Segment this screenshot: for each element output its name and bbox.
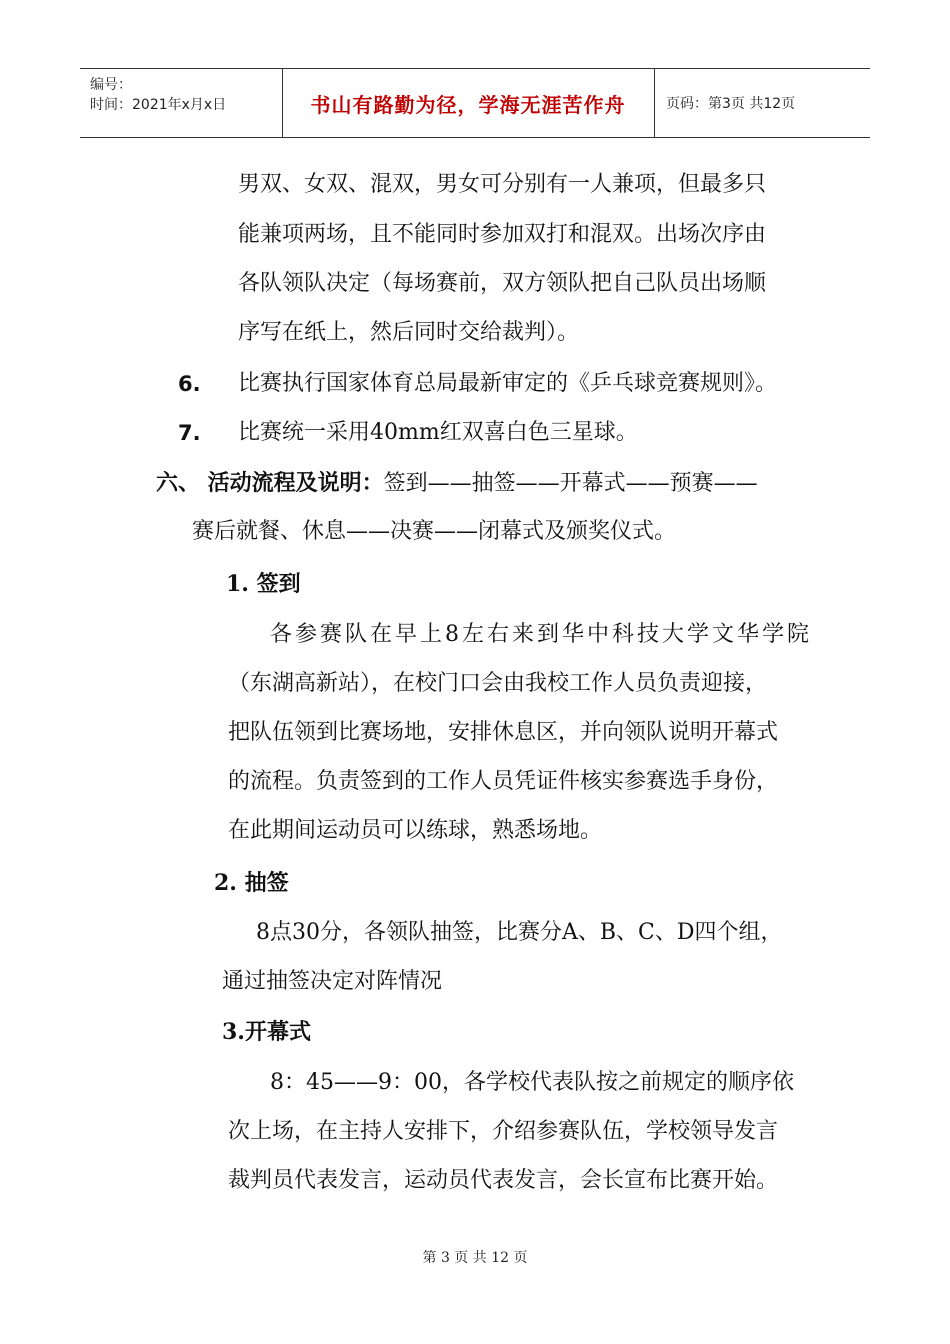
paragraph-line: （东湖高新站），在校门口会由我校工作人员负责迎接， <box>228 671 768 696</box>
paragraph-line: 的流程。负责签到的工作人员凭证件核实参赛选手身份， <box>228 769 779 794</box>
paragraph-line: 通过抽签决定对阵情况 <box>222 969 443 994</box>
paragraph-line: 能兼项两场，且不能同时参加双打和混双。出场次序由 <box>238 222 767 247</box>
section-heading-line <box>156 468 758 499</box>
list-item-number: 7. <box>178 421 201 445</box>
page-footer: 第 3 页 共 12 页 <box>422 1250 528 1266</box>
paragraph-line: 在此期间运动员可以练球，熟悉场地。 <box>228 818 603 843</box>
header-left-cell <box>90 75 226 115</box>
list-item-number: 6. <box>178 372 201 396</box>
list-item-text: 比赛统一采用40mm红双喜白色三星球。 <box>238 420 638 445</box>
paragraph-line: 8：45——9：00，各学校代表队按之前规定的顺序依 <box>270 1070 794 1095</box>
paragraph-line: 8点30分，各领队抽签，比赛分A、B、C、D四个组， <box>256 920 783 945</box>
paragraph-line: 次上场，在主持人安排下，介绍参赛队伍，学校领导发言 <box>228 1119 779 1144</box>
paragraph-line: 裁判员代表发言，运动员代表发言，会长宣布比赛开始。 <box>228 1168 779 1193</box>
section-heading: 六、 活动流程及说明： <box>156 470 384 496</box>
document-number-label: 编号： <box>90 77 132 93</box>
list-item-text: 比赛执行国家体育总局最新审定的《乒乓球竞赛规则》。 <box>238 371 778 396</box>
paragraph-line: 把队伍领到比赛场地，安排休息区，并向领队说明开幕式 <box>228 720 779 745</box>
header-motto: 书山有路勤为径，学海无涯苦作舟 <box>310 92 626 117</box>
paragraph-line: 赛后就餐、休息——决赛——闭幕式及颁奖仪式。 <box>192 519 677 544</box>
paragraph-line: 各参赛队在早上8左右来到华中科技大学文华学院 <box>270 622 812 647</box>
section-heading-text: 签到——抽签——开幕式——预赛—— <box>383 471 758 496</box>
page-header <box>80 68 870 138</box>
document-date: 时间：2021年x月x日 <box>90 97 227 113</box>
header-page-info: 页码：第3页 共12页 <box>666 96 796 112</box>
paragraph-line: 男双、女双、混双，男女可分别有一人兼项，但最多只 <box>238 172 767 197</box>
subsection-title: 1. 签到 <box>226 571 301 597</box>
header-divider <box>654 69 655 137</box>
subsection-title: 3.开幕式 <box>222 1019 311 1045</box>
subsection-title: 2. 抽签 <box>214 870 289 896</box>
paragraph-line: 序写在纸上，然后同时交给裁判）。 <box>238 320 580 345</box>
paragraph-line: 各队领队决定（每场赛前，双方领队把自己队员出场顺 <box>238 271 767 296</box>
